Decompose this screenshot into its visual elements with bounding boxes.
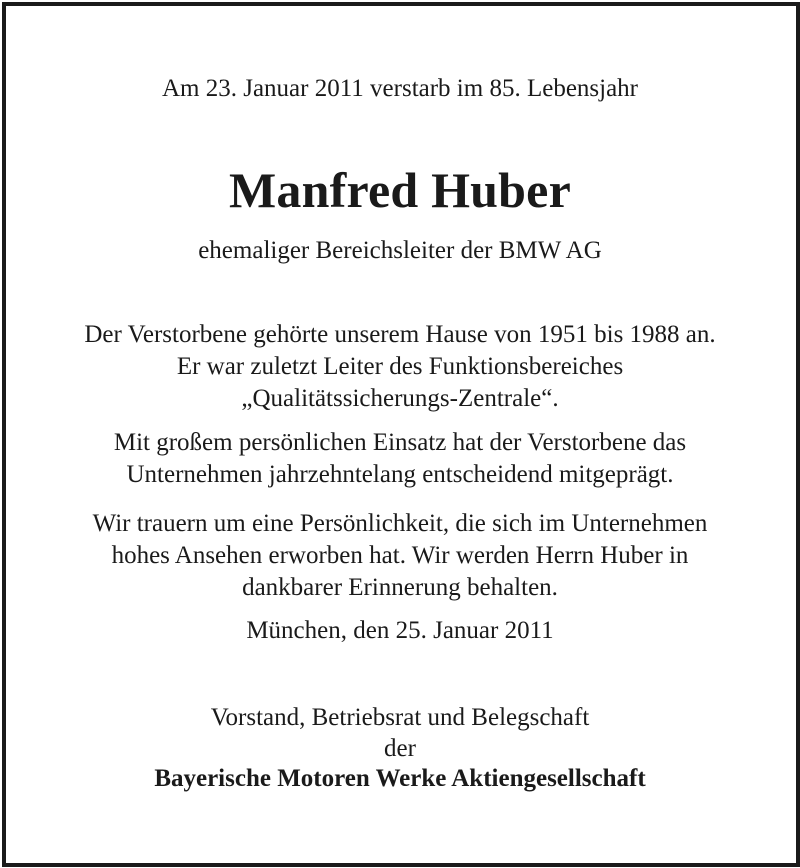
mourning-paragraph-line-2: hohes Ansehen erworben hat. Wir werden Herrn Huber in bbox=[111, 542, 689, 569]
signature-company: Bayerische Motoren Werke Aktiengesellschaft bbox=[154, 765, 646, 792]
mourning-paragraph-line-1: Wir trauern um eine Persönlichkeit, die sich im Unternehmen bbox=[92, 510, 708, 537]
mourning-paragraph-line-3: dankbarer Erinnerung behalten. bbox=[242, 574, 558, 601]
career-paragraph-line-3: „Qualitätssicherungs-Zentrale“. bbox=[241, 385, 559, 412]
signature-line-2: der bbox=[384, 735, 416, 762]
career-paragraph-line-2: Er war zuletzt Leiter des Funktionsbereiches bbox=[176, 353, 624, 380]
tribute-paragraph-line-2: Unternehmen jahrzehntelang entscheidend mitgeprägt. bbox=[126, 461, 674, 488]
career-paragraph-line-1: Der Verstorbene gehörte unserem Hause von 1951 bis 1988 an. bbox=[84, 321, 716, 348]
deceased-former-role: ehemaliger Bereichsleiter der BMW AG bbox=[198, 237, 602, 264]
deceased-name: Manfred Huber bbox=[229, 162, 571, 218]
death-announcement-intro: Am 23. Januar 2011 verstarb im 85. Lebensjahr bbox=[161, 75, 639, 102]
signature-line-1: Vorstand, Betriebsrat und Belegschaft bbox=[210, 704, 590, 731]
place-and-date: München, den 25. Januar 2011 bbox=[246, 617, 554, 644]
tribute-paragraph-line-1: Mit großem persönlichen Einsatz hat der Verstorbene das bbox=[113, 429, 687, 456]
